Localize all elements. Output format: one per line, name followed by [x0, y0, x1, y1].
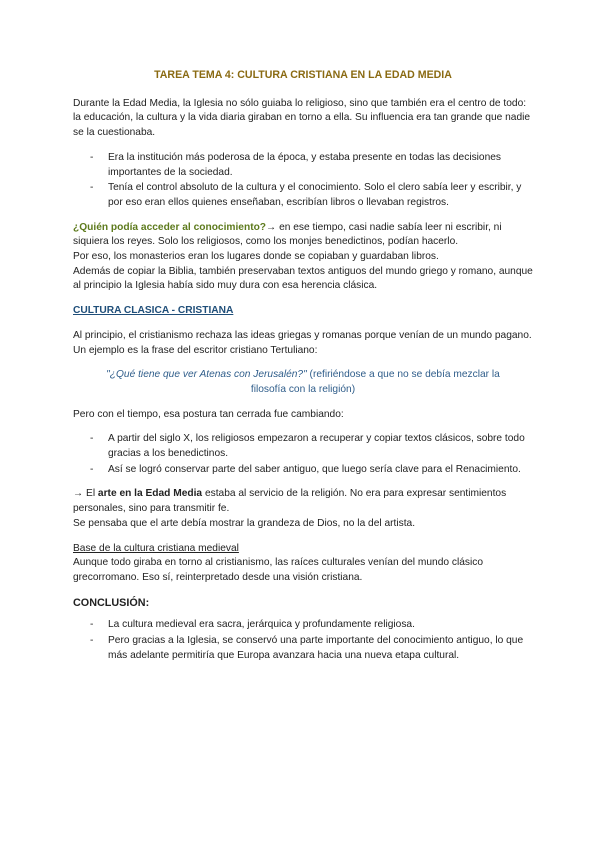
- art-arrow: → El: [73, 488, 98, 500]
- list-item: - Era la institución más poderosa de la época, y estaba presente en todas las decisiones importantes de la sociedad.: [73, 151, 533, 180]
- list-item: - Pero gracias a la Iglesia, se conservó una parte importante del conocimiento antiguo, lo que más adelante permitiría que Europa avanzara hacia una nueva etapa cultural.: [73, 634, 533, 663]
- knowledge-question: ¿Quién podía acceder al conocimiento?: [73, 221, 267, 233]
- list-item: - Así se logró conservar parte del saber antiguo, que luego sería clave para el Renacimiento.: [73, 463, 533, 478]
- church-power-list: [73, 151, 533, 211]
- base-heading: Base de la cultura cristiana medieval: [73, 542, 239, 554]
- conclusion-list: [73, 618, 533, 663]
- quote-text: "¿Qué tiene que ver Atenas con Jerusalén?": [106, 369, 307, 381]
- document-page: [73, 68, 533, 674]
- knowledge-paragraph: [73, 221, 533, 250]
- conclusion-heading: CONCLUSIÓN:: [73, 596, 150, 609]
- list-item: - Tenía el control absoluto de la cultura y el conocimiento. Solo el clero sabía leer y escribir, y por eso eran ellos quienes enseñaban, escribían libros o llevaban registros.: [73, 181, 533, 210]
- bible-paragraph: Además de copiar la Biblia, también preservaban textos antiguos del mundo griego y romano, aunque al principio la Iglesia había sido muy dura con esa herencia clásica.: [73, 265, 533, 292]
- quote-note: (refiriéndose a que no se debía mezclar la filosofía con la religión): [250, 369, 500, 395]
- art-bold: arte en la Edad Media: [97, 488, 203, 500]
- document-title: TAREA TEMA 4: CULTURA CRISTIANA EN LA EDAD MEDIA: [154, 69, 452, 81]
- intro-paragraph: Durante la Edad Media, la Iglesia no sólo guiaba lo religioso, sino que también era el centro de todo: la educación, la cultura y la vida diaria giraban en torno a ella. Su influencia era tan grande que nadie se la cuestionaba.: [73, 97, 531, 139]
- knowledge-answer: → en ese tiempo, casi nadie sabía leer ni escribir, ni siquiera los reyes. Solo los religiosos, como los monjes benedictinos, podían hacerlo.: [73, 221, 502, 248]
- tertullian-quote: [93, 368, 513, 397]
- list-item: - La cultura medieval era sacra, jerárquica y profundamente religiosa.: [73, 618, 533, 633]
- art-line-2: Se pensaba que el arte debía mostrar la grandeza de Dios, no la del artista.: [73, 517, 416, 529]
- section-heading: CULTURA CLASICA - CRISTIANA: [73, 305, 234, 317]
- change-paragraph: Pero con el tiempo, esa postura tan cerrada fue cambiando:: [73, 408, 344, 420]
- recovery-list: [73, 432, 533, 477]
- classical-intro: Al principio, el cristianismo rechaza las ideas griegas y romanas porque venían de un mundo pagano. Un ejemplo es la frase del escritor cristiano Tertuliano:: [73, 329, 532, 356]
- list-item: - A partir del siglo X, los religiosos empezaron a recuperar y copiar textos clásicos, sobre todo gracias a los benedictinos.: [73, 432, 533, 461]
- monasteries-line: Por eso, los monasterios eran los lugares donde se copiaban y guardaban libros.: [73, 251, 439, 263]
- art-rest: estaba al servicio de la religión. No era para expresar sentimientos personales, sino para transmitir fe.: [73, 488, 507, 515]
- art-paragraph: [73, 487, 533, 516]
- base-paragraph: Aunque todo giraba en torno al cristianismo, las raíces culturales venían del mundo clásico grecorromano. Eso sí, reinterpretado desde una visión cristiana.: [73, 557, 483, 583]
